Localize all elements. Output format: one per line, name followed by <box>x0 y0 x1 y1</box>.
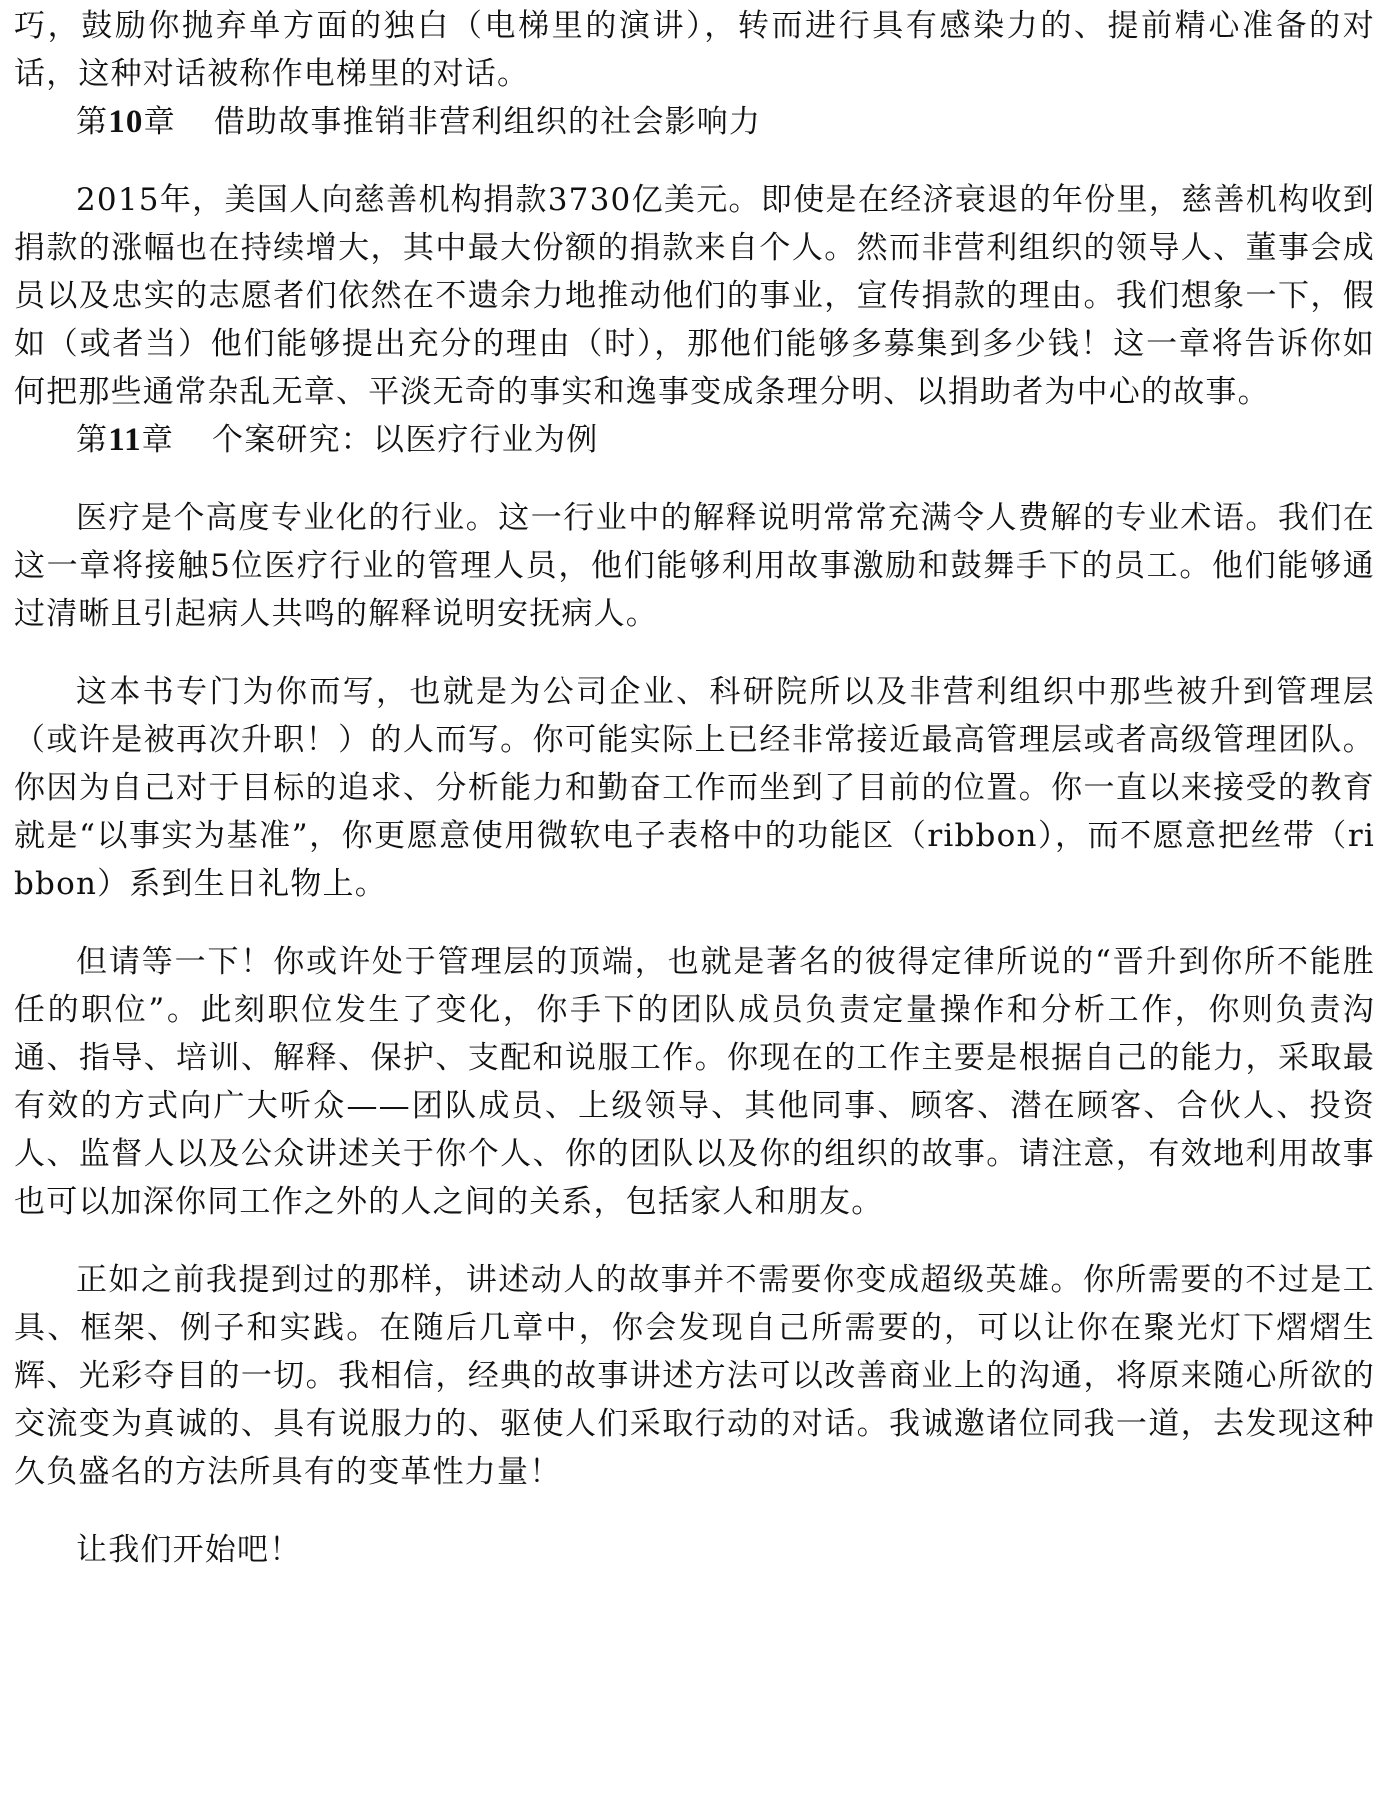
chapter-10-title: 借助故事推销非营利组织的社会影响力 <box>213 104 762 140</box>
chapter-10-number: 10 <box>108 104 144 140</box>
paragraph-lets-begin: 让我们开始吧！ <box>76 1532 302 1568</box>
document-page <box>14 2 1375 1574</box>
chapter-10-heading <box>14 98 1375 146</box>
paragraph-tools: 正如之前我提到过的那样，讲述动人的故事并不需要你变成超级英雄。你所需要的不过是工具、框架、例子和实践。在随后几章中，你会发现自己所需要的，可以让你在聚光灯下熠熠生辉、光彩夺目的一切。我相信，经典的故事讲述方法可以改善商业上的沟通，将原来随心所欲的交流变为真诚的、具有说服力的、驱使人们采取行动的对话。我诚邀诸位同我一道，去发现这种久负盛名的方法所具有的变革性力量！ <box>14 1262 1375 1490</box>
chapter-10-suffix: 章 <box>143 104 176 140</box>
paragraph-elevator-conversation: 巧，鼓励你抛弃单方面的独白（电梯里的演讲），转而进行具有感染力的、提前精心准备的对话，这种对话被称作电梯里的对话。 <box>14 8 1375 92</box>
chapter-11-number: 11 <box>108 422 142 458</box>
paragraph-audience: 这本书专门为你而写，也就是为公司企业、科研院所以及非营利组织中那些被升到管理层（或许是被再次升职！）的人而写。你可能实际上已经非常接近最高管理层或者高级管理团队。你因为自己对于目标的追求、分析能力和勤奋工作而坐到了目前的位置。你一直以来接受的教育就是“以事实为基准”，你更愿意使用微软电子表格中的功能区（ribbon），而不愿意把丝带（ribbon）系到生日礼物上。 <box>14 674 1375 902</box>
paragraph-peter-principle: 但请等一下！你或许处于管理层的顶端，也就是著名的彼得定律所说的“晋升到你所不能胜任的职位”。此刻职位发生了变化，你手下的团队成员负责定量操作和分析工作，你则负责沟通、指导、培训、解释、保护、支配和说服工作。你现在的工作主要是根据自己的能力，采取最有效的方式向广大听众——团队成员、上级领导、其他同事、顾客、潜在顾客、合伙人、投资人、监督人以及公众讲述关于你个人、你的团队以及你的组织的故事。请注意，有效地利用故事也可以加深你同工作之外的人之间的关系，包括家人和朋友。 <box>14 944 1375 1220</box>
chapter-11-heading <box>14 416 1375 464</box>
chapter-11-suffix: 章 <box>141 422 174 458</box>
chapter-11-title: 个案研究：以医疗行业为例 <box>212 422 599 458</box>
paragraph-nonprofit: 2015年，美国人向慈善机构捐款3730亿美元。即使是在经济衰退的年份里，慈善机构收到捐款的涨幅也在持续增大，其中最大份额的捐款来自个人。然而非营利组织的领导人、董事会成员以及忠实的志愿者们依然在不遗余力地推动他们的事业，宣传捐款的理由。我们想象一下，假如（或者当）他们能够提出充分的理由（时），那他们能够多募集到多少钱！这一章将告诉你如何把那些通常杂乱无章、平淡无奇的事实和逸事变成条理分明、以捐助者为中心的故事。 <box>14 182 1375 410</box>
chapter-10-prefix: 第 <box>76 104 109 140</box>
chapter-11-prefix: 第 <box>76 422 109 458</box>
paragraph-healthcare: 医疗是个高度专业化的行业。这一行业中的解释说明常常充满令人费解的专业术语。我们在这一章将接触5位医疗行业的管理人员，他们能够利用故事激励和鼓舞手下的员工。他们能够通过清晰且引起病人共鸣的解释说明安抚病人。 <box>14 500 1375 632</box>
